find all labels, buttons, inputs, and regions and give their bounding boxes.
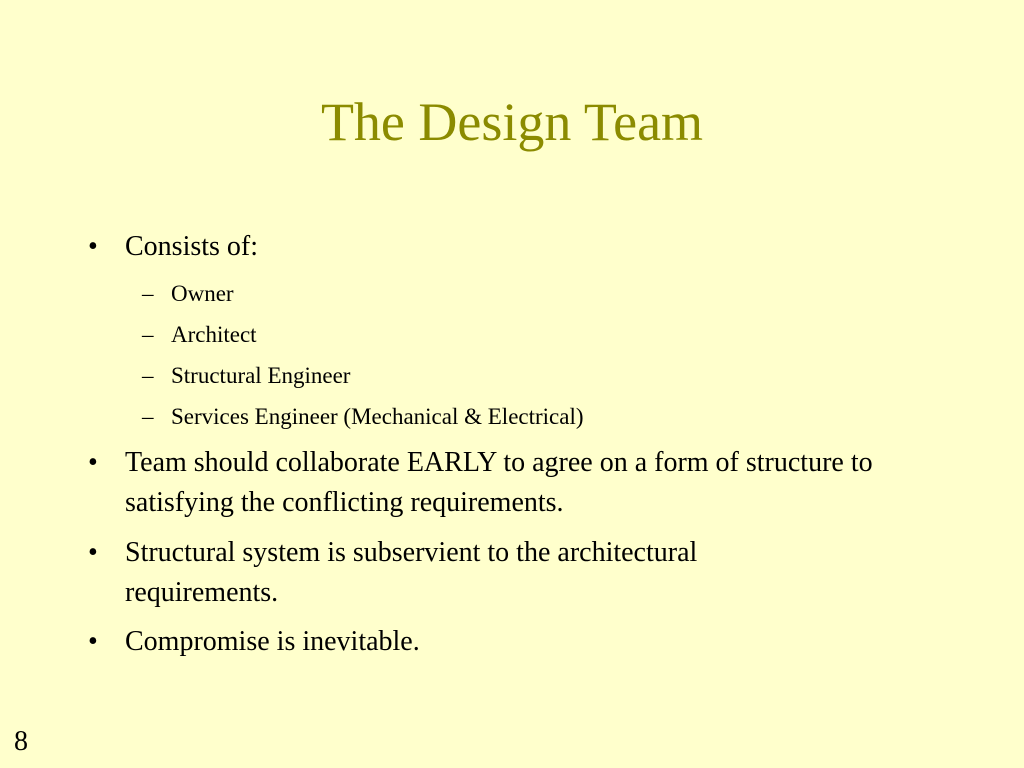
bullet-text: Consists of: bbox=[125, 231, 259, 262]
bullet-text: Team should collaborate EARLY to agree on a form of structure to satisfying the conflicting requirements. bbox=[125, 447, 873, 518]
sub-bullet-text: Owner bbox=[171, 281, 234, 306]
bullet-text: Compromise is inevitable. bbox=[125, 626, 420, 657]
bullet-marker: • bbox=[88, 537, 98, 568]
sub-bullet-marker: – bbox=[142, 281, 154, 306]
sub-bullet-text: Structural Engineer bbox=[171, 363, 351, 388]
sub-bullet-marker: – bbox=[142, 363, 154, 388]
bullet-marker: • bbox=[88, 447, 98, 478]
bullet-marker: • bbox=[88, 231, 98, 262]
sub-bullet-marker: – bbox=[142, 404, 154, 429]
bullet-marker: • bbox=[88, 626, 98, 657]
slide-title: The Design Team bbox=[320, 92, 704, 152]
page-number: 8 bbox=[14, 726, 28, 757]
sub-bullet-text: Architect bbox=[171, 322, 257, 347]
sub-bullet-marker: – bbox=[142, 322, 154, 347]
sub-bullet-text: Services Engineer (Mechanical & Electrical) bbox=[171, 404, 584, 429]
bullet-text: Structural system is subservient to the architectural requirements. bbox=[125, 537, 698, 608]
